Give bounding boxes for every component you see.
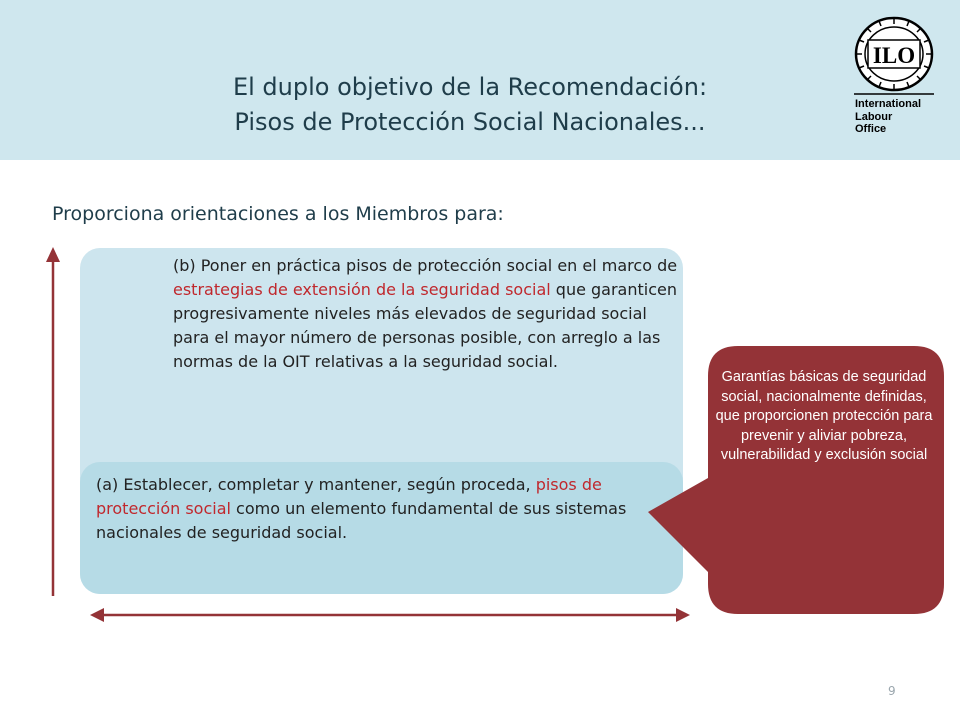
objective-a-text-2: como un elemento fundamental de sus sistemas nacionales de seguridad social. bbox=[96, 499, 627, 542]
objective-b-text-1: (b) Poner en práctica pisos de protección social en el marco de bbox=[173, 256, 678, 275]
ilo-mark: ILO bbox=[872, 43, 916, 68]
vertical-arrow-icon bbox=[46, 247, 60, 596]
objective-b-highlight: estrategias de extensión de la seguridad social bbox=[173, 280, 551, 299]
horizontal-double-arrow-icon bbox=[90, 608, 690, 622]
ilo-caption-line-3: Office bbox=[855, 123, 887, 135]
page-number: 9 bbox=[888, 684, 896, 698]
ilo-caption-line-1: International bbox=[855, 98, 922, 110]
ilo-caption-line-2: Labour bbox=[855, 110, 893, 123]
title-line-1: El duplo objetivo de la Recomendación: bbox=[232, 73, 708, 101]
objective-a-highlight: pisos de protección social bbox=[96, 475, 602, 518]
title-line-2: Pisos de Protección Social Nacionales... bbox=[234, 108, 706, 136]
slide-subtitle: Proporciona orientaciones a los Miembros para: bbox=[52, 203, 504, 225]
objective-a-text-1: (a) Establecer, completar y mantener, según proceda, bbox=[96, 475, 536, 494]
callout-text: Garantías básicas de seguridad social, nacionalmente definidas, que proporcionen protección para prevenir y aliviar pobreza, vulnerabilidad y exclusión social bbox=[715, 369, 933, 463]
objective-b-text-2: que garanticen progresivamente niveles más elevados de seguridad social para el mayor número de personas posible, con arreglo a las normas de la OIT relativas a la seguridad social. bbox=[173, 280, 677, 371]
